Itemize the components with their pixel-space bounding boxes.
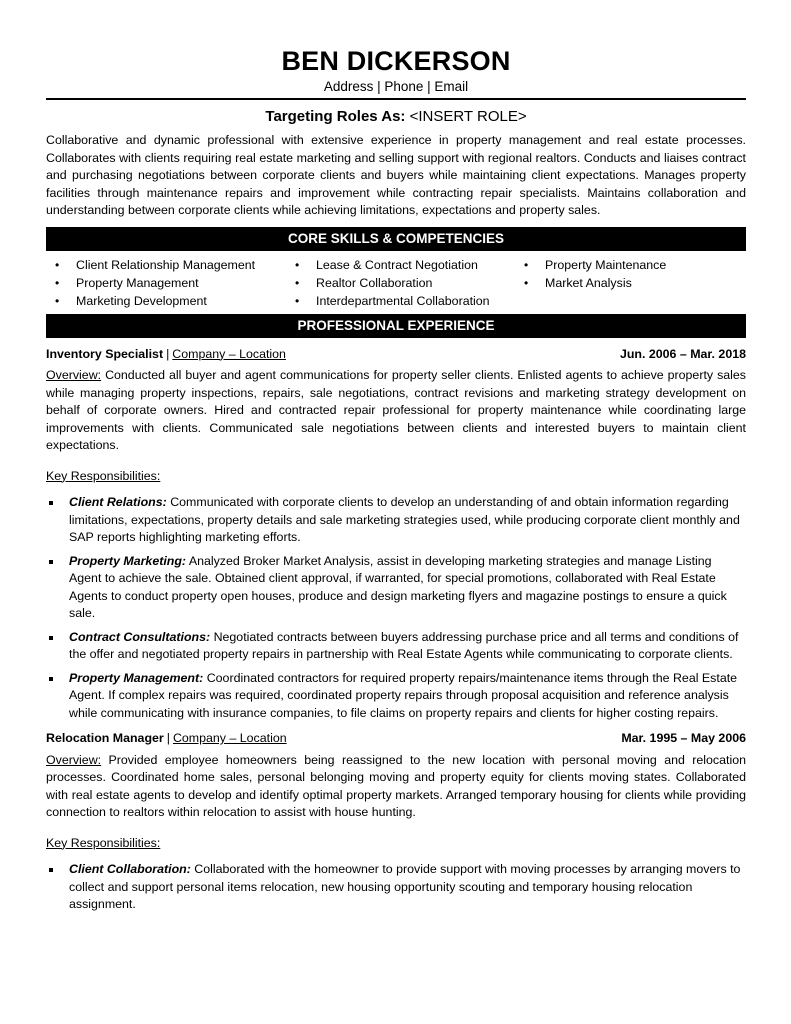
responsibility-item <box>46 553 746 623</box>
responsibility-item <box>46 670 746 723</box>
skill-item: • Property Management <box>46 274 286 292</box>
job-header <box>46 730 746 748</box>
skill-item: • Market Analysis <box>515 274 745 292</box>
responsibility-label: Property Marketing: <box>69 553 187 568</box>
responsibility-text: Communicated with corporate clients to develop an understanding of and obtain information regarding limitations, expectations, property details and sale marketing strategies used, while producing corporate client monthly and SAP reports highlighting marketing efforts. <box>69 495 740 544</box>
overview-label: Overview: <box>46 752 102 767</box>
job-dates: Mar. 1995 – May 2006 <box>621 731 746 745</box>
skill-item: • Marketing Development <box>46 292 286 310</box>
target-role-line <box>46 107 746 127</box>
job-company: Company – Location <box>172 731 287 745</box>
job-entry <box>46 730 746 914</box>
responsibility-label: Contract Consultations: <box>69 629 211 644</box>
overview-text: Provided employee homeowners being reassigned to the new location with personal moving and relocation processes. Coordinated home sales, personal belonging moving and property equity for clients moving states. Collaborated with real estate agents to develop and identify optimal property markets. Arranged temporary housing for clients while providing connection to realtors within relocation to assist with house hunting. <box>46 752 747 819</box>
contact-line: Address | Phone | Email <box>323 79 469 94</box>
header-rule <box>46 98 746 100</box>
responsibilities-list <box>46 494 746 722</box>
job-overview <box>46 752 746 822</box>
experience-section-heading: PROFESSIONAL EXPERIENCE <box>46 314 746 338</box>
responsibility-label: Property Management: <box>69 670 204 685</box>
title-separator: | <box>166 731 170 745</box>
responsibility-label: Client Collaboration: <box>69 862 191 876</box>
skills-section-heading: CORE SKILLS & COMPETENCIES <box>46 227 746 251</box>
title-separator: | <box>166 346 170 361</box>
responsibility-item <box>46 861 746 914</box>
responsibility-item <box>46 629 746 664</box>
responsibility-text: Analyzed Broker Market Analysis, assist in developing marketing strategies and manage Listing Agent to achieve the sale. Obtained client approval, if warranted, for special promotions, collaborated with Real Estate Agents to conduct property open houses, produce and design marketing flyers and magazine postings to ensure a quick sale. <box>69 553 727 620</box>
key-responsibilities-label: Key Responsibilities: <box>46 468 161 483</box>
skills-grid <box>46 251 746 314</box>
responsibility-label: Client Relations: <box>69 495 167 509</box>
skill-item: • Interdepartmental Collaboration <box>286 292 515 310</box>
target-role-value: <INSERT ROLE> <box>409 108 527 125</box>
skill-item: • Realtor Collaboration <box>286 274 515 292</box>
job-entry <box>46 346 746 723</box>
overview-label: Overview: <box>46 368 102 382</box>
candidate-name: BEN DICKERSON <box>281 46 511 76</box>
job-title: Inventory Specialist <box>46 346 164 361</box>
responsibility-item <box>46 494 746 547</box>
skill-item: • Property Maintenance <box>515 256 745 274</box>
job-dates: Jun. 2006 – Mar. 2018 <box>619 346 746 361</box>
resume-header <box>46 44 746 95</box>
job-company: Company – Location <box>172 346 286 361</box>
responsibility-text: Coordinated contractors for required property repairs/maintenance items through the Real Estate Agent. If complex repairs was required, coordinated property repairs through proposal acquisition and reference analysis while communicating with insurance companies, to file claims on property repairs and clients for higher costing repairs. <box>69 670 738 720</box>
skills-column-2 <box>286 256 515 310</box>
responsibility-text: Negotiated contracts between buyers addressing purchase price and all terms and conditions of the offer and negotiated property repairs in partnership with Real Estate Agents while communicating to corporate clients. <box>69 629 739 661</box>
skills-column-3 <box>515 256 745 310</box>
overview-text: Conducted all buyer and agent communications for property seller clients. Enlisted agents to achieve property sales while managing property inspections, repairs, sale negotiations, contract revisions and marketing strategy development on behalf of corporate owners. Hired and contracted repair professional for property maintenance while coordinating large improvements with clients. Communicated sale negotiations between clients and interested buyers to maintain client expectations. <box>46 368 746 452</box>
key-responsibilities-label: Key Responsibilities: <box>46 835 161 850</box>
skills-column-1 <box>46 256 286 310</box>
job-header <box>46 346 746 364</box>
skill-item: • Lease & Contract Negotiation <box>286 256 515 274</box>
job-title: Relocation Manager <box>46 731 164 745</box>
job-overview <box>46 367 746 455</box>
responsibilities-list <box>46 861 746 914</box>
skill-item: • Client Relationship Management <box>46 256 286 274</box>
responsibility-text: Collaborated with the homeowner to provide support with moving processes by arranging movers to collect and support personal items relocation, new housing opportunity scouting and temporary housing relocation assignment. <box>69 862 741 911</box>
professional-summary: Collaborative and dynamic professional with extensive experience in property management and real estate processes. Collaborates with clients requiring real estate marketing and selling support with regional realtors. Conducts and liaises contract and purchasing negotiations between corporate clients and buyers while maintaining client expectations. Manages property facilities through maintenance repairs and improvement while contracting repair specialists. Maintains collaboration and understanding between corporate clients while achieving limitations, expectations and property sales. <box>46 133 746 217</box>
target-role-label: Targeting Roles As: <box>265 108 406 125</box>
